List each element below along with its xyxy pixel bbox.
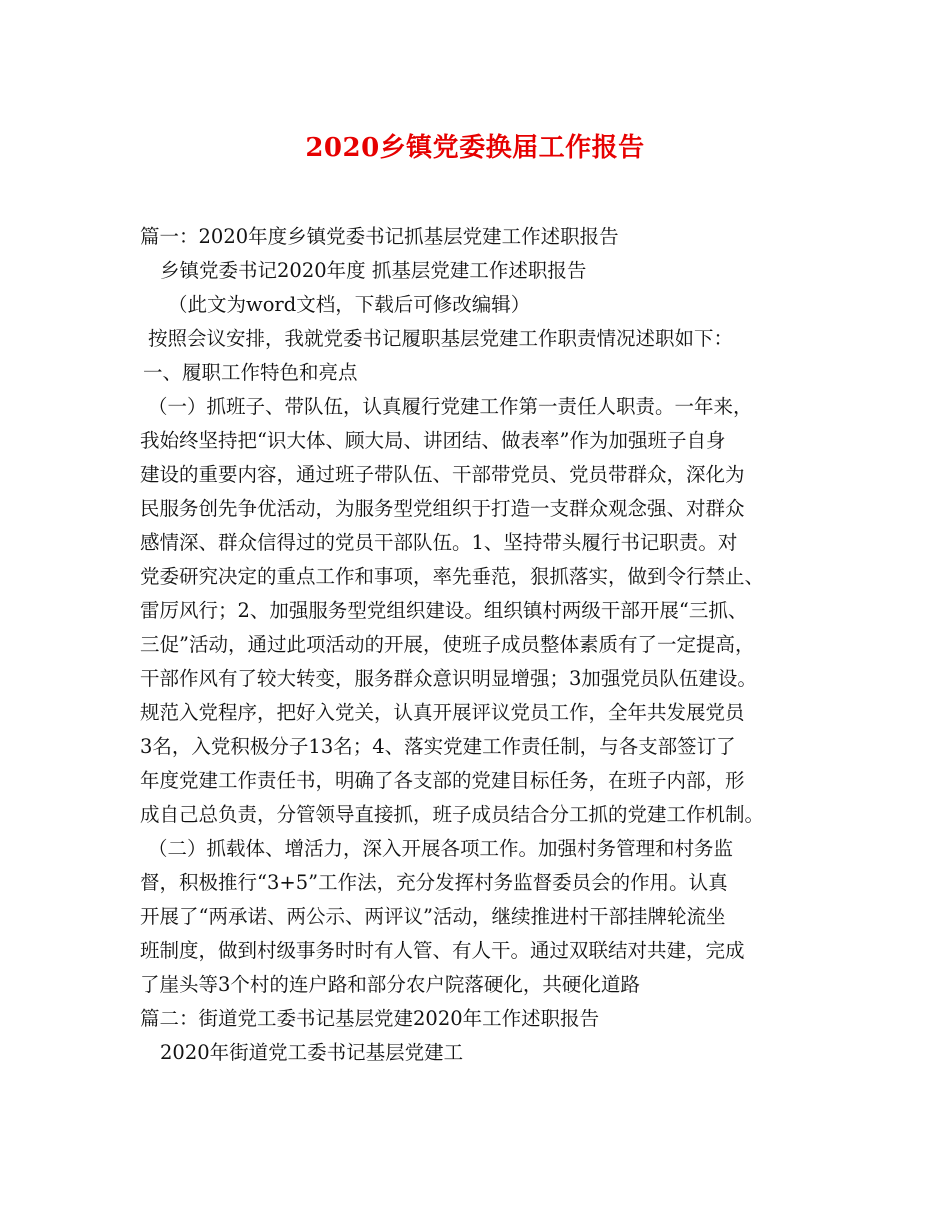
note-line: （此文为word文档，下载后可修改编辑） — [168, 293, 531, 316]
paragraph-line: 3名，入党积极分子13名；4、落实党建工作责任制，与各支部签订了 — [140, 735, 736, 758]
section-heading-1: 篇一：2020年度乡镇党委书记抓基层党建工作述职报告 — [140, 225, 619, 248]
paragraph-line: 党委研究决定的重点工作和事项，率先垂范，狠抓落实，做到令行禁止、 — [140, 565, 765, 588]
section-heading-2: 篇二：街道党工委书记基层党建2020年工作述职报告 — [140, 1007, 600, 1030]
intro-line: 按照会议安排，我就党委书记履职基层党建工作职责情况述职如下： — [148, 327, 734, 350]
paragraph-line: 班制度，做到村级事务时时有人管、有人干。通过双联结对共建，完成 — [140, 939, 745, 962]
paragraph-line: 我始终坚持把“识大体、顾大局、讲团结、做表率”作为加强班子自身 — [140, 429, 726, 452]
paragraph-line: 三促”活动，通过此项活动的开展，使班子成员整体素质有了一定提高， — [140, 633, 755, 656]
paragraph-line: 督，积极推行“3+5”工作法，充分发挥村务监督委员会的作用。认真 — [140, 871, 728, 894]
document-title: 2020乡镇党委换届工作报告 — [305, 133, 645, 163]
paragraph-line: 干部作风有了较大转变，服务群众意识明显增强；3加强党员队伍建设。 — [140, 667, 757, 690]
paragraph-line: 了崖头等3个村的连户路和部分农户院落硬化，共硬化道路 — [140, 973, 640, 996]
paragraph-line: 规范入党程序，把好入党关，认真开展评议党员工作，全年共发展党员 — [140, 701, 745, 724]
paragraph-line: 开展了“两承诺、两公示、两评议”活动，继续推进村干部挂牌轮流坐 — [140, 905, 726, 928]
paragraph-line: 雷厉风行；2、加强服务型党组织建设。组织镇村两级干部开展“三抓、 — [140, 599, 748, 622]
paragraph-line: 年度党建工作责任书，明确了各支部的党建目标任务，在班子内部，形 — [140, 769, 745, 792]
paragraph-line: （一）抓班子、带队伍，认真履行党建工作第一责任人职责。一年来， — [148, 395, 753, 418]
paragraph-line: 感情深、群众信得过的党员干部队伍。1、坚持带头履行书记职责。对 — [140, 531, 738, 554]
paragraph-line: 建设的重要内容，通过班子带队伍、干部带党员、党员带群众，深化为 — [140, 463, 745, 486]
paragraph-line: （二）抓载体、增活力，深入开展各项工作。加强村务管理和村务监 — [148, 837, 734, 860]
subtitle-line: 2020年街道党工委书记基层党建工 — [160, 1041, 464, 1064]
subsection-heading: 一、履职工作特色和亮点 — [143, 361, 358, 384]
paragraph-line: 民服务创先争优活动，为服务型党组织于打造一支群众观念强、对群众 — [140, 497, 745, 520]
paragraph-line: 成自己总负责，分管领导直接抓，班子成员结合分工抓的党建工作机制。 — [140, 803, 765, 826]
subtitle-line: 乡镇党委书记2020年度 抓基层党建工作述职报告 — [160, 259, 587, 282]
